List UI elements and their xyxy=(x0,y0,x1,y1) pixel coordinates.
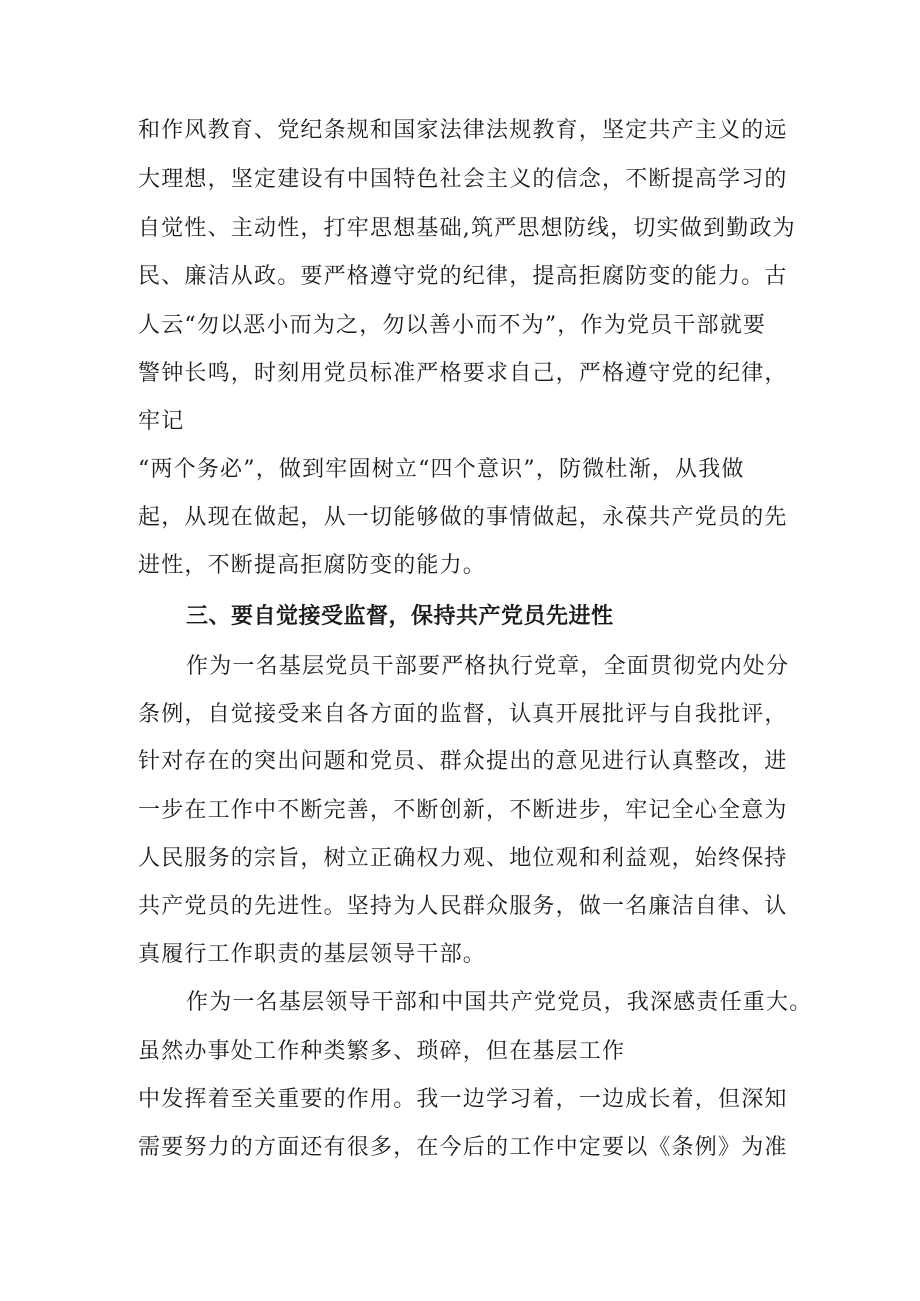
paragraph-line: 民、廉洁从政。要严格遵守党的纪律，提高拒腐防变的能力。古 xyxy=(138,264,788,289)
section-heading: 三、要自觉接受监督，保持共产党员先进性 xyxy=(186,604,614,629)
paragraph-line: 起，从现在做起，从一切能够做的事情做起，永葆共产党员的先 xyxy=(138,505,788,530)
paragraph-line: 人民服务的宗旨，树立正确权力观、地位观和利益观，始终保持 xyxy=(138,846,788,871)
paragraph-line: “两个务必”，做到牢固树立“四个意识”，防微杜渐，从我做 xyxy=(138,457,745,482)
paragraph-line: 中发挥着至关重要的作用。我一边学习着，一边成长着，但深知 xyxy=(138,1087,788,1112)
paragraph-line: 和作风教育、党纪条规和国家法律法规教育，坚定共产主义的远 xyxy=(138,118,788,143)
paragraph-line: 共产党员的先进性。坚持为人民群众服务，做一名廉洁自律、认 xyxy=(138,894,788,919)
paragraph-line: 一步在工作中不断完善，不断创新，不断进步，牢记全心全意为 xyxy=(138,798,788,823)
paragraph-line: 作为一名基层党员干部要严格执行党章，全面贯彻党内处分 xyxy=(186,654,790,679)
paragraph-line: 大理想，坚定建设有中国特色社会主义的信念，不断提高学习的 xyxy=(138,167,788,192)
paragraph-line: 需要努力的方面还有很多，在今后的工作中定要以《条例》为准 xyxy=(138,1135,788,1160)
paragraph-line: 作为一名基层领导干部和中国共产党党员，我深感责任重大。 xyxy=(186,990,813,1015)
paragraph-line: 警钟长鸣，时刻用党员标准严格要求自己，严格遵守党的纪律， xyxy=(138,361,788,386)
paragraph-line: 真履行工作职责的基层领导干部。 xyxy=(138,942,487,967)
paragraph-line: 条例，自觉接受来自各方面的监督，认真开展批评与自我批评， xyxy=(138,702,788,727)
paragraph-line: 虽然办事处工作种类繁多、琐碎，但在基层工作 xyxy=(138,1039,626,1064)
paragraph-line: 人云“勿以恶小而为之，勿以善小而不为”，作为党员干部就要 xyxy=(138,313,767,338)
paragraph-line: 自觉性、主动性，打牢思想基础,筑严思想防线，切实做到勤政为 xyxy=(138,216,796,241)
paragraph-line: 针对存在的突出问题和党员、群众提出的意见进行认真整改，进 xyxy=(138,749,788,774)
paragraph-line: 牢记 xyxy=(138,409,185,434)
paragraph-line: 进性，不断提高拒腐防变的能力。 xyxy=(138,553,487,578)
